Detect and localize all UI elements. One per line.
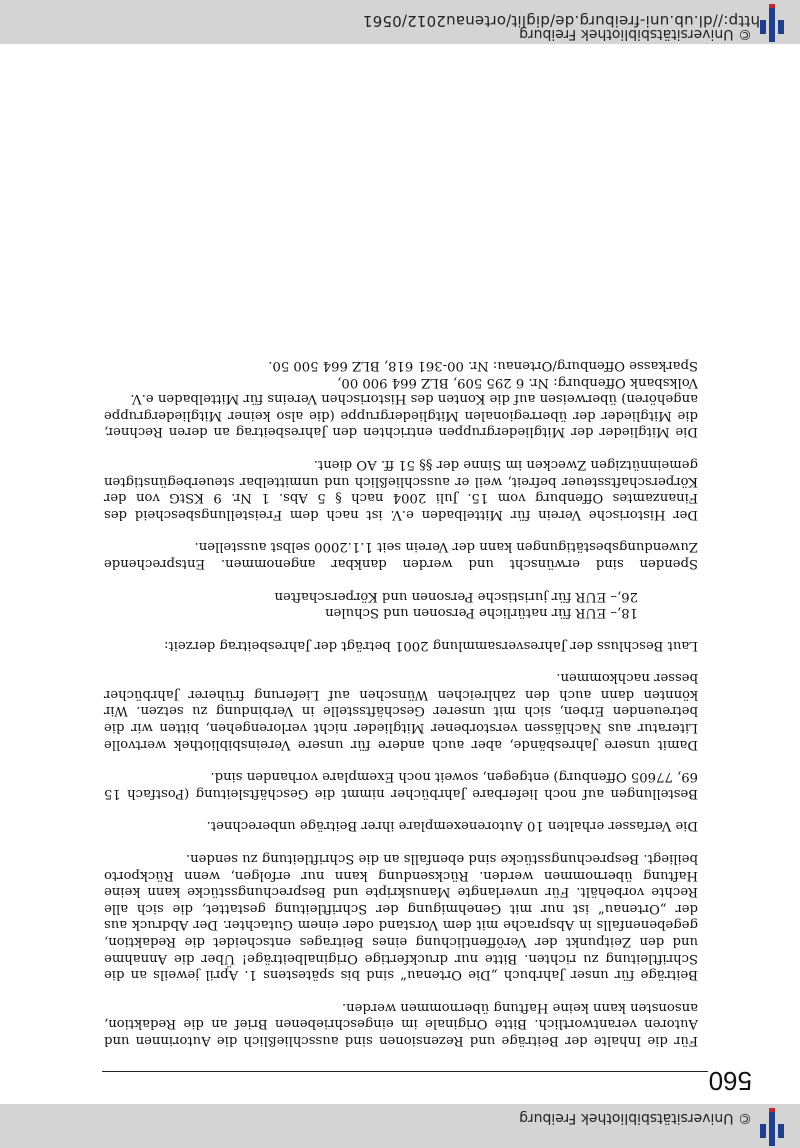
fee-item: 26,– EUR für juristische Personen und Körperschaften (274, 588, 638, 604)
page-number: 560 (708, 1066, 752, 1096)
source-url-link[interactable]: http://dl.ub.uni-freiburg.de/diglit/ortenau2012/0561 (362, 12, 760, 30)
paragraph: Der Historische Verein für Mittelbaden e.V. ist nach dem Freistellungsbescheid des Finanzamtes Offenburg vom 15. Juli 2004 nach § 5 Abs. 1 Nr. 9 KStG von der Körperschaftssteuer befreit, weil er ausschließlich und unmittelbar steuerbegünstigten gemeinnützigen Zwecken im Sinne der §§ 51 ff. AO dient. (104, 456, 698, 522)
paragraph: Spenden sind erwünscht und werden dankbar angenommen. Entsprechende Zuwendungsbestätigungen kann der Verein seit 1.1.2000 selbst ausstellen. (104, 539, 698, 571)
fee-item: 18,– EUR für natürliche Personen und Schulen (325, 605, 638, 621)
paragraph: Für die Inhalte der Beiträge und Rezensionen sind ausschließlich die Autorinnen und Autoren verantwortlich. Bitte Originale im eingeschriebenen Brief an die Redaktion, ansonsten kann keine Haftung übernommen werden. (104, 999, 698, 1048)
copyright-notice: © Universitätsbibliothek Freiburg (519, 26, 752, 42)
bank-line: Volksbank Offenburg: Nr. 6 295 509, BLZ 664 900 00, (337, 374, 698, 390)
paragraph: Die Verfasser erhalten 10 Autorenexemplare ihrer Beiträge unberechnet. (206, 818, 698, 834)
page-body (104, 356, 698, 1048)
paragraph: Laut Beschluss der Jahresversammlung 2001 beträgt der Jahresbeitrag derzeit: (164, 637, 698, 653)
header-bar (0, 1104, 800, 1148)
paragraph: Beiträge für unser Jahrbuch „Die Ortenau“ sind bis spätestens 1. April jeweils an die Schriftleitung zu richten. Bitte nur druckfertige Originalbeiträge! Über die Annahme und den Zeitpunkt der Veröffentlichung eines Beitrages entscheidet die Redaktion, gegebenenfalls in Absprache mit dem Vorstand oder einem Gutachter. Der Abdruck aus der „Ortenau“ ist nur mit Genehmigung der Schriftleitung gestattet, die sich alle Rechte vorbehält. Für unverlangte Manuskripte und Besprechungsstücke kann keine Haftung übernommen werden. Rücksendung kann nur erfolgen, wenn Rückporto beiliegt. Besprechungsstücke sind ebenfalls an die Schriftleitung zu senden. (104, 851, 698, 983)
bank-line: Sparkasse Offenburg/Ortenau: Nr. 00-361 618, BLZ 664 500 50. (268, 358, 698, 373)
copyright-notice: © Universitätsbibliothek Freiburg (519, 1110, 752, 1126)
paragraph: Bestellungen auf noch lieferbare Jahrbücher nimmt die Geschäftsleitung (Postfach 15 69, 77605 Offenburg) entgegen, soweit noch Exemplare vorhanden sind. (104, 769, 698, 801)
footer-bar (0, 0, 800, 44)
paragraph: Die Mitglieder der Mitgliedergruppen entrichten den Jahresbeitrag an deren Rechner, die Mitglieder der überregionalen Mitgliedergruppe (die also keiner Mitgliedergruppe angehören) überweisen auf die Konten des Historischen Vereins für Mittelbaden e.V. (104, 391, 698, 440)
paragraph: Damit unsere Jahresbände, aber auch andere für unsere Vereinsbibliothek wertvolle Literatur aus Nachlässen verstorbener Mitglieder nicht verlorengehen, bitten wir die betreuenden Erben, sich mit unserer Geschäftsstelle in Verbindung zu setzen. Wir könnten dann auch den zahlreichen Wünschen auf Lieferung früherer Jahrbücher besser nachkommen. (104, 670, 698, 752)
university-logo-icon (752, 1108, 792, 1148)
header-rule (102, 1071, 708, 1072)
fee-list (104, 587, 698, 620)
